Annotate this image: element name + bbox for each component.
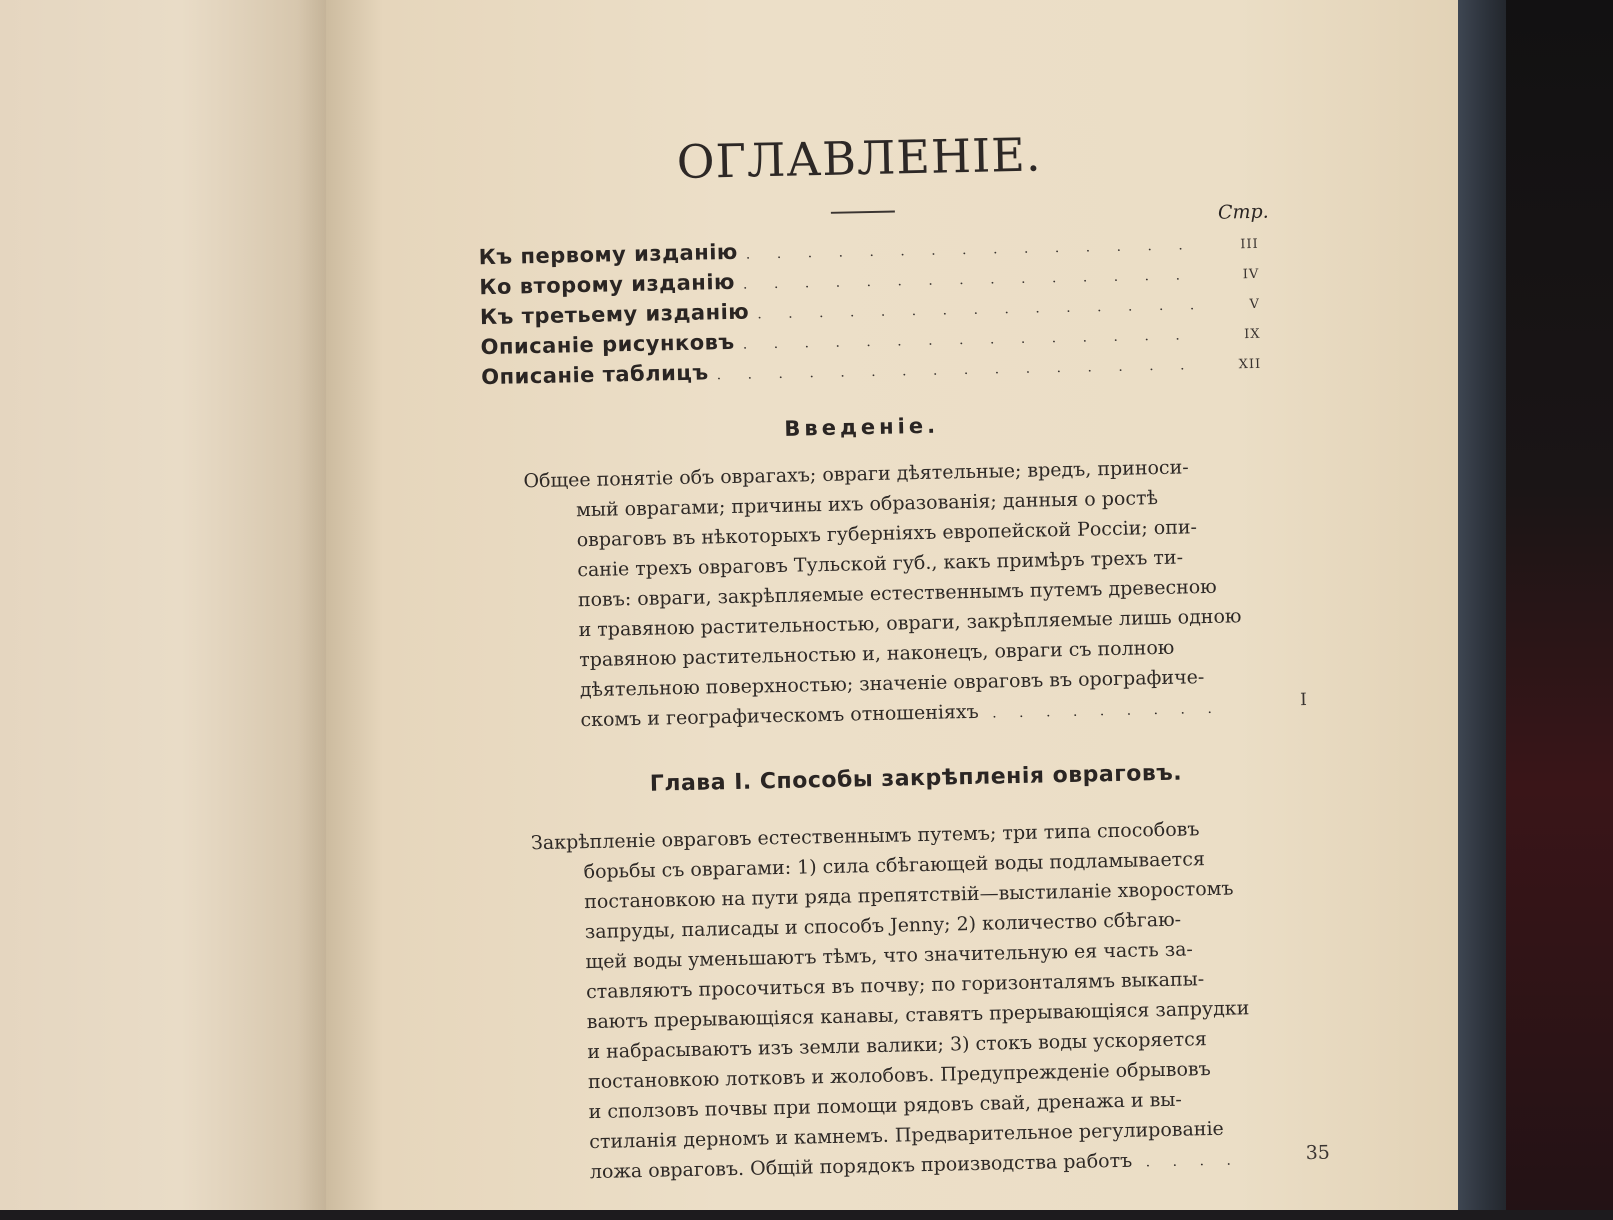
toc-entry-page: III — [1240, 236, 1259, 253]
dot-leader — [746, 237, 1199, 262]
intro-summary — [523, 450, 1289, 738]
toc-entry-label: Ко второму изданію — [479, 269, 736, 300]
toc-entry-label: Къ первому изданію — [478, 239, 739, 270]
chapter-1-page-number: 35 — [1305, 1141, 1331, 1165]
text-line: овраговъ въ нѣкоторыхъ губерніяхъ европейской Россіи; опи- — [576, 516, 1198, 552]
chapter-1-heading: Глава I. Способы закрѣпленія овраговъ. — [649, 760, 1183, 797]
text-line: постановкою на пути ряда препятствій—выстиланіе хворостомъ — [584, 877, 1234, 914]
toc-entry-label: Описаніе таблицъ — [481, 360, 709, 390]
text-line: Общее понятіе объ оврагахъ; овраги дѣятельные; вредъ, приноси- — [523, 456, 1189, 493]
text-line: ставляютъ просочиться въ почву; по горизонталямъ выкапы- — [585, 968, 1205, 1004]
text-line: травяною растительностью и, наконецъ, овраги съ полною — [578, 636, 1175, 672]
text-line: стиланія дерномъ и камнемъ. Предварительное регулированіе — [589, 1117, 1225, 1154]
toc-entry-page: IX — [1243, 326, 1261, 343]
toc-entry-page: XII — [1238, 356, 1262, 373]
text-line: саніе трехъ овраговъ Тульской губ., какъ примѣръ трехъ ти- — [577, 546, 1184, 582]
dot-leader — [757, 297, 1200, 322]
text-line-content: скомъ и географическомъ отношеніяхъ — [580, 700, 979, 732]
text-line: повъ: овраги, закрѣпляемые естественнымъ путемъ древесною — [577, 575, 1217, 612]
intro-page-number: I — [1299, 689, 1308, 711]
left-page — [0, 0, 330, 1210]
text-line: борьбы съ оврагами: 1) сила сбѣгающей воды подламывается — [583, 848, 1206, 884]
title-divider — [831, 210, 895, 213]
text-line: и травяною растительностью, овраги, закрѣпляемые лишь одною — [578, 605, 1242, 642]
toc-entry-page: V — [1249, 296, 1261, 313]
dot-leader: . . . . — [1132, 1152, 1241, 1171]
text-line: щей воды уменьшаютъ тѣмъ, что значительную ея часть за- — [585, 938, 1194, 974]
text-line: дѣятельною поверхностью; значеніе овраговъ въ орографиче- — [579, 666, 1205, 702]
toc-entry-label: Описаніе рисунковъ — [480, 329, 735, 360]
text-line: Закрѣпленіе овраговъ естественнымъ путемъ; три типа способовъ — [530, 818, 1200, 855]
text-line: запруды, палисады и способъ Jenny; 2) количество сбѣгаю- — [584, 908, 1182, 944]
toc-entry-label: Къ третьему изданію — [479, 299, 750, 330]
text-line-content: ложа овраговъ. Общій порядокъ производства работъ — [589, 1149, 1133, 1184]
dot-leader — [743, 267, 1200, 293]
dot-leader — [743, 327, 1201, 353]
dot-leader: . . . . . . . . . — [978, 700, 1221, 722]
chapter-1-summary — [531, 812, 1298, 1190]
text-line: и сползовъ почвы при помощи рядовъ свай, дренажа и вы- — [588, 1088, 1183, 1124]
page-title: ОГЛАВЛЕНІЕ. — [676, 127, 1042, 190]
text-line: и набрасываютъ изъ земли валики; 3) стокъ воды ускоряется — [587, 1028, 1207, 1064]
intro-heading: Введеніе. — [784, 413, 940, 441]
text-line: мый оврагами; причины ихъ образованія; данныя о ростѣ — [575, 487, 1159, 522]
text-line: постановкою лотковъ и жолобовъ. Предупрежденіе обрывовъ — [587, 1058, 1211, 1094]
toc-entry-page: IV — [1242, 266, 1260, 283]
background-table — [1506, 0, 1613, 1210]
page-column-label: Стр. — [1217, 200, 1269, 224]
page-text — [314, 0, 1477, 1220]
text-line: ваютъ прерывающіяся канавы, ставятъ прерывающіяся запрудки — [586, 997, 1250, 1034]
dot-leader — [717, 357, 1202, 383]
